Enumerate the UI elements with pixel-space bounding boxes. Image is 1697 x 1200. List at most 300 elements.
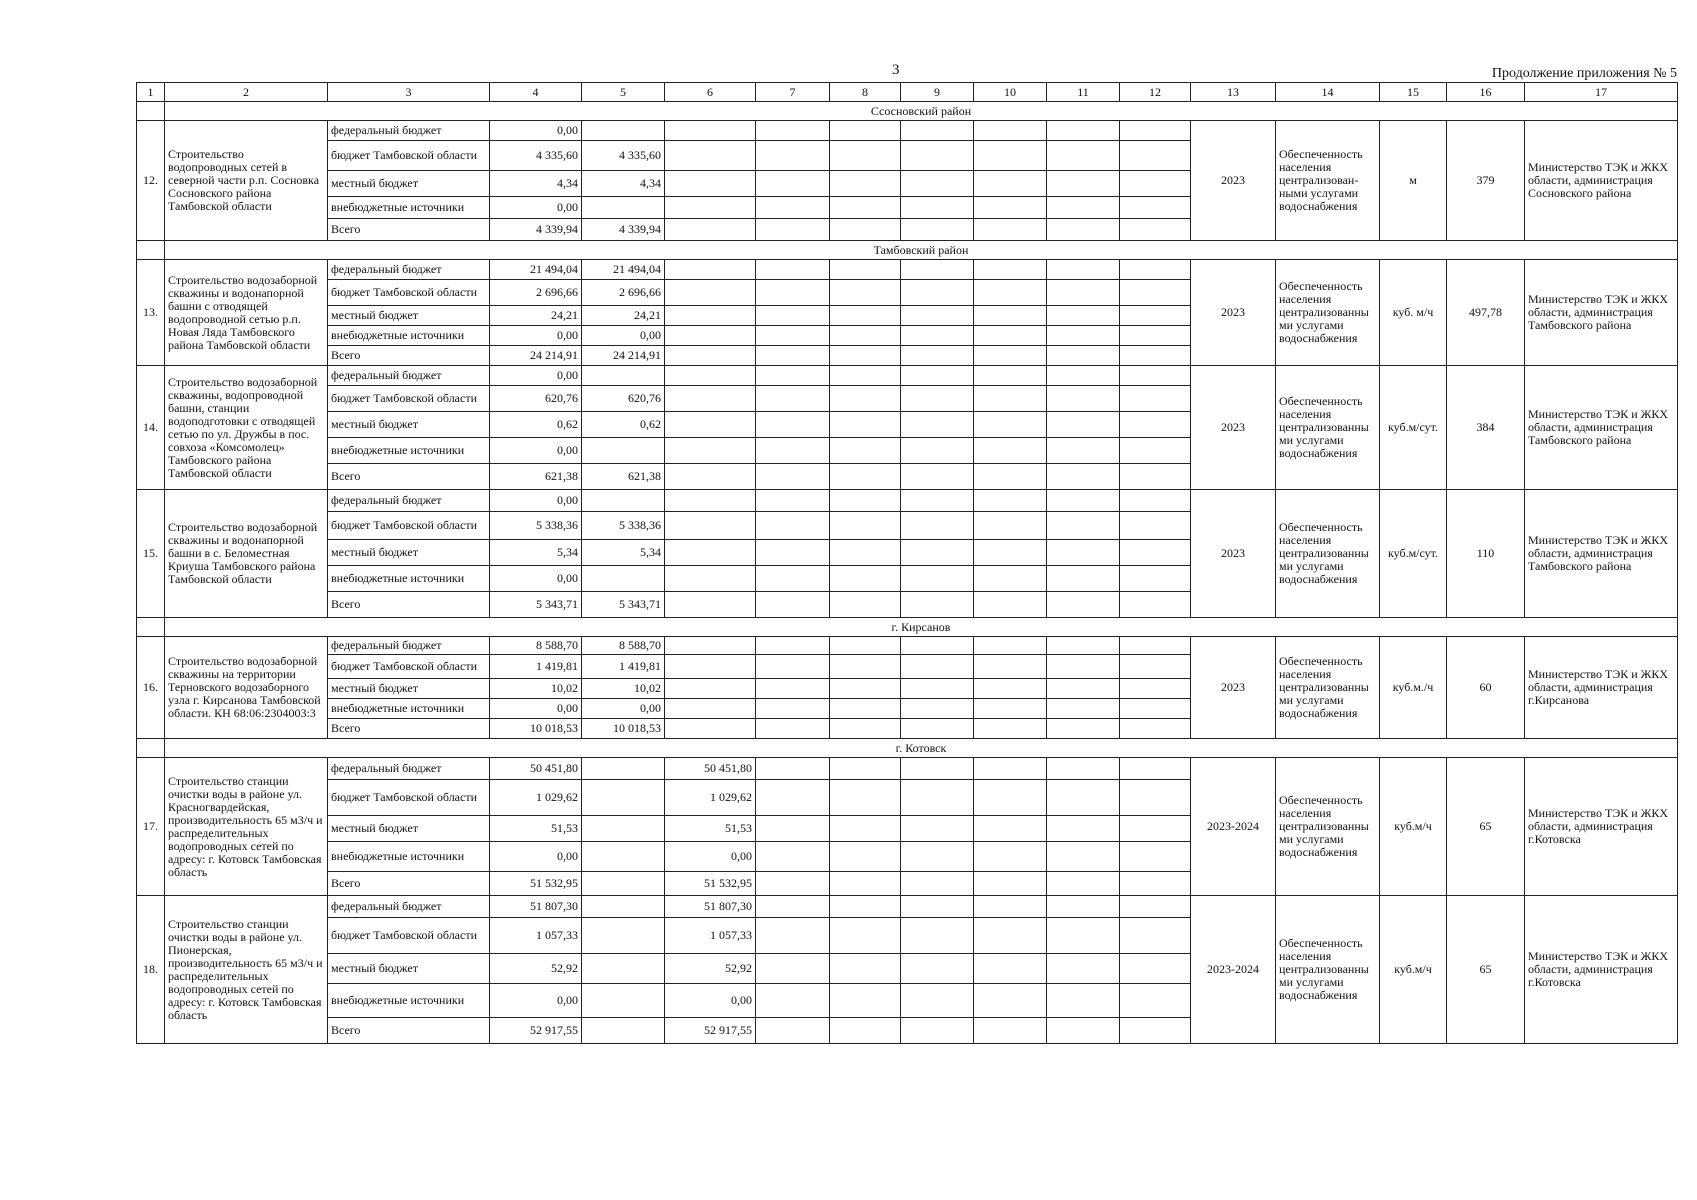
empty-cell (1047, 346, 1120, 366)
funding-source: местный бюджет (328, 954, 490, 984)
responsible: Министерство ТЭК и ЖКХ области, администрация Тамбовского района (1525, 366, 1678, 490)
amount-2023: 5,34 (582, 540, 665, 566)
empty-cell (1120, 896, 1191, 918)
amount-2024 (665, 412, 756, 438)
amount-2024: 52,92 (665, 954, 756, 984)
empty-cell (901, 872, 974, 896)
empty-cell (1120, 699, 1191, 719)
empty-cell (974, 306, 1047, 326)
empty-cell (901, 758, 974, 780)
amount-total: 0,00 (490, 842, 582, 872)
amount-total: 0,00 (490, 566, 582, 592)
amount-total: 51 807,30 (490, 896, 582, 918)
funding-source: бюджет Тамбовской области (328, 386, 490, 412)
empty-cell (1120, 679, 1191, 699)
funding-source: федеральный бюджет (328, 490, 490, 512)
empty-cell (830, 842, 901, 872)
empty-cell (1047, 758, 1120, 780)
empty-cell (901, 512, 974, 540)
empty-cell (1047, 326, 1120, 346)
empty-cell (830, 1018, 901, 1044)
empty-cell (901, 1018, 974, 1044)
empty-cell (756, 219, 830, 241)
funding-source: бюджет Тамбовской области (328, 918, 490, 954)
funding-source: бюджет Тамбовской области (328, 141, 490, 171)
amount-2023 (582, 984, 665, 1018)
amount-total: 0,62 (490, 412, 582, 438)
amount-total: 2 696,66 (490, 280, 582, 306)
empty-cell (756, 326, 830, 346)
funding-source: Всего (328, 464, 490, 490)
empty-cell (1047, 984, 1120, 1018)
empty-cell (830, 219, 901, 241)
amount-2023 (582, 918, 665, 954)
indicator: Обеспеченность населения централизованны ми услугами водоснабжения (1276, 637, 1380, 739)
investment-table (136, 82, 1678, 1044)
amount-2023: 1 419,81 (582, 655, 665, 679)
amount-2023 (582, 780, 665, 816)
table-row (137, 758, 1678, 780)
empty-cell (901, 637, 974, 655)
empty-cell (901, 566, 974, 592)
empty-cell (830, 655, 901, 679)
empty-cell (756, 464, 830, 490)
empty-cell (1120, 637, 1191, 655)
funding-source: местный бюджет (328, 171, 490, 197)
empty-cell (974, 171, 1047, 197)
amount-2024 (665, 637, 756, 655)
amount-2024 (665, 197, 756, 219)
amount-2024: 51 807,30 (665, 896, 756, 918)
project-number: 16. (137, 637, 165, 739)
empty-cell (1047, 490, 1120, 512)
empty-cell (1120, 464, 1191, 490)
empty-cell (1120, 490, 1191, 512)
amount-2023 (582, 490, 665, 512)
empty-cell (901, 918, 974, 954)
empty-cell (1047, 438, 1120, 464)
empty-cell (901, 954, 974, 984)
amount-total: 5 338,36 (490, 512, 582, 540)
responsible: Министерство ТЭК и ЖКХ области, администрация г.Котовска (1525, 758, 1678, 896)
empty-cell (1047, 464, 1120, 490)
amount-total: 1 029,62 (490, 780, 582, 816)
amount-2024 (665, 438, 756, 464)
amount-total: 24,21 (490, 306, 582, 326)
empty-cell (974, 464, 1047, 490)
funding-source: Всего (328, 219, 490, 241)
district-blank-cell (137, 618, 165, 637)
empty-cell (1120, 918, 1191, 954)
empty-cell (901, 438, 974, 464)
table-body (137, 102, 1678, 1044)
empty-cell (974, 679, 1047, 699)
empty-cell (830, 412, 901, 438)
district-name: Тамбовский район (165, 241, 1678, 260)
amount-2023: 0,00 (582, 326, 665, 346)
amount-2024 (665, 490, 756, 512)
empty-cell (974, 346, 1047, 366)
empty-cell (901, 679, 974, 699)
amount-2024 (665, 540, 756, 566)
funding-source: внебюджетные источники (328, 566, 490, 592)
empty-cell (974, 260, 1047, 280)
empty-cell (1047, 842, 1120, 872)
amount-total: 0,00 (490, 326, 582, 346)
empty-cell (756, 540, 830, 566)
empty-cell (901, 780, 974, 816)
empty-cell (1047, 412, 1120, 438)
amount-total: 5,34 (490, 540, 582, 566)
project-number: 12. (137, 121, 165, 241)
amount-2023: 21 494,04 (582, 260, 665, 280)
amount-2024 (665, 512, 756, 540)
amount-total: 0,00 (490, 490, 582, 512)
empty-cell (830, 121, 901, 141)
empty-cell (1120, 816, 1191, 842)
responsible: Министерство ТЭК и ЖКХ области, администрация Тамбовского района (1525, 490, 1678, 618)
empty-cell (830, 872, 901, 896)
empty-cell (1047, 719, 1120, 739)
project-number: 17. (137, 758, 165, 896)
empty-cell (901, 306, 974, 326)
funding-source: бюджет Тамбовской области (328, 780, 490, 816)
empty-cell (1120, 412, 1191, 438)
empty-cell (756, 758, 830, 780)
amount-total: 0,00 (490, 121, 582, 141)
district-name: Ссосновский район (165, 102, 1678, 121)
empty-cell (1047, 780, 1120, 816)
amount-2023 (582, 842, 665, 872)
empty-cell (1047, 141, 1120, 171)
amount-total: 10 018,53 (490, 719, 582, 739)
empty-cell (1047, 197, 1120, 219)
district-blank-cell (137, 241, 165, 260)
project-name: Строительство станции очистки воды в районе ул. Пионерская, производительность 65 м3/ч и распределительных водопроводных сетей по адресу: г. Котовск Тамбовская область (165, 896, 328, 1044)
empty-cell (974, 918, 1047, 954)
empty-cell (974, 540, 1047, 566)
indicator: Обеспеченность населения централизованны ми услугами водоснабжения (1276, 490, 1380, 618)
column-header: 15 (1380, 83, 1447, 102)
indicator-value: 497,78 (1447, 260, 1525, 366)
amount-2023: 24,21 (582, 306, 665, 326)
amount-2023: 8 588,70 (582, 637, 665, 655)
amount-total: 0,00 (490, 366, 582, 386)
indicator-value: 65 (1447, 758, 1525, 896)
empty-cell (756, 1018, 830, 1044)
amount-2023 (582, 366, 665, 386)
district-row (137, 102, 1678, 121)
empty-cell (756, 637, 830, 655)
empty-cell (756, 346, 830, 366)
empty-cell (830, 566, 901, 592)
amount-2024 (665, 366, 756, 386)
empty-cell (974, 366, 1047, 386)
empty-cell (830, 954, 901, 984)
amount-2023 (582, 872, 665, 896)
funding-source: федеральный бюджет (328, 366, 490, 386)
funding-source: внебюджетные источники (328, 326, 490, 346)
amount-total: 50 451,80 (490, 758, 582, 780)
empty-cell (756, 141, 830, 171)
empty-cell (1047, 1018, 1120, 1044)
amount-total: 1 057,33 (490, 918, 582, 954)
empty-cell (830, 816, 901, 842)
amount-2024 (665, 679, 756, 699)
amount-2024 (665, 566, 756, 592)
empty-cell (974, 842, 1047, 872)
empty-cell (1120, 512, 1191, 540)
empty-cell (1120, 197, 1191, 219)
empty-cell (974, 386, 1047, 412)
empty-cell (974, 637, 1047, 655)
empty-cell (1120, 566, 1191, 592)
empty-cell (974, 412, 1047, 438)
responsible: Министерство ТЭК и ЖКХ области, администрация г.Кирсанова (1525, 637, 1678, 739)
empty-cell (1120, 1018, 1191, 1044)
amount-2024: 1 057,33 (665, 918, 756, 954)
amount-total: 52 917,55 (490, 1018, 582, 1044)
empty-cell (830, 346, 901, 366)
empty-cell (974, 872, 1047, 896)
table-row (137, 637, 1678, 655)
column-header: 8 (830, 83, 901, 102)
empty-cell (974, 121, 1047, 141)
empty-cell (1047, 171, 1120, 197)
project-number: 18. (137, 896, 165, 1044)
unit: куб.м/сут. (1380, 366, 1447, 490)
empty-cell (830, 699, 901, 719)
project-number: 13. (137, 260, 165, 366)
empty-cell (974, 1018, 1047, 1044)
empty-cell (830, 896, 901, 918)
district-blank-cell (137, 102, 165, 121)
district-name: г. Котовск (165, 739, 1678, 758)
amount-total: 52,92 (490, 954, 582, 984)
responsible: Министерство ТЭК и ЖКХ области, администрация Тамбовского района (1525, 260, 1678, 366)
table-row (137, 896, 1678, 918)
empty-cell (756, 592, 830, 618)
amount-total: 8 588,70 (490, 637, 582, 655)
continuation-label: Продолжение приложения № 5 (1491, 66, 1677, 81)
empty-cell (756, 896, 830, 918)
empty-cell (901, 386, 974, 412)
amount-2023 (582, 758, 665, 780)
empty-cell (830, 490, 901, 512)
amount-2024 (665, 719, 756, 739)
empty-cell (1047, 918, 1120, 954)
empty-cell (756, 171, 830, 197)
empty-cell (974, 197, 1047, 219)
empty-cell (830, 984, 901, 1018)
project-name: Строительство водозаборной скважины на территории Терновского водозаборного узла г. Кирсанова Тамбовской области. КН 68:06:2304003:3 (165, 637, 328, 739)
amount-2023: 10 018,53 (582, 719, 665, 739)
project-number: 15. (137, 490, 165, 618)
amount-2024 (665, 655, 756, 679)
empty-cell (1047, 816, 1120, 842)
district-name: г. Кирсанов (165, 618, 1678, 637)
amount-total: 0,00 (490, 438, 582, 464)
amount-2024 (665, 464, 756, 490)
empty-cell (901, 366, 974, 386)
empty-cell (756, 280, 830, 306)
amount-2023 (582, 566, 665, 592)
indicator-value: 110 (1447, 490, 1525, 618)
empty-cell (901, 540, 974, 566)
funding-source: федеральный бюджет (328, 637, 490, 655)
empty-cell (901, 896, 974, 918)
amount-2024 (665, 121, 756, 141)
column-header: 5 (582, 83, 665, 102)
amount-2023 (582, 896, 665, 918)
empty-cell (901, 816, 974, 842)
empty-cell (830, 260, 901, 280)
empty-cell (901, 171, 974, 197)
empty-cell (901, 464, 974, 490)
table-row (137, 260, 1678, 280)
indicator: Обеспеченность населения централизованны ми услугами водоснабжения (1276, 260, 1380, 366)
amount-total: 4,34 (490, 171, 582, 197)
empty-cell (1120, 219, 1191, 241)
funding-source: внебюджетные источники (328, 984, 490, 1018)
amount-2024 (665, 386, 756, 412)
empty-cell (1047, 260, 1120, 280)
funding-source: местный бюджет (328, 540, 490, 566)
implementation-year: 2023-2024 (1191, 896, 1276, 1044)
column-header: 12 (1120, 83, 1191, 102)
empty-cell (974, 490, 1047, 512)
empty-cell (1047, 540, 1120, 566)
empty-cell (974, 326, 1047, 346)
empty-cell (1047, 872, 1120, 896)
empty-cell (1120, 954, 1191, 984)
column-header: 4 (490, 83, 582, 102)
amount-2023: 24 214,91 (582, 346, 665, 366)
table-row (137, 490, 1678, 512)
empty-cell (974, 780, 1047, 816)
funding-source: федеральный бюджет (328, 896, 490, 918)
indicator: Обеспеченность населения централизован-ными услугами водоснабжения (1276, 121, 1380, 241)
column-header: 7 (756, 83, 830, 102)
empty-cell (1047, 512, 1120, 540)
empty-cell (830, 512, 901, 540)
indicator-value: 384 (1447, 366, 1525, 490)
empty-cell (901, 141, 974, 171)
amount-total: 10,02 (490, 679, 582, 699)
empty-cell (830, 386, 901, 412)
implementation-year: 2023-2024 (1191, 758, 1276, 896)
project-name: Строительство водозаборной скважины, водопроводной башни, станции водоподготовки с отводящей сетью по ул. Дружбы в пос. совхоза «Комсомолец» Тамбовского района Тамбовской области (165, 366, 328, 490)
funding-source: местный бюджет (328, 816, 490, 842)
amount-2024 (665, 699, 756, 719)
table-row (137, 121, 1678, 141)
empty-cell (1120, 758, 1191, 780)
empty-cell (830, 679, 901, 699)
amount-total: 5 343,71 (490, 592, 582, 618)
funding-source: Всего (328, 1018, 490, 1044)
empty-cell (974, 512, 1047, 540)
column-header: 10 (974, 83, 1047, 102)
empty-cell (830, 306, 901, 326)
empty-cell (830, 280, 901, 306)
funding-source: бюджет Тамбовской области (328, 655, 490, 679)
empty-cell (830, 758, 901, 780)
page-number: 3 (892, 62, 900, 78)
implementation-year: 2023 (1191, 490, 1276, 618)
implementation-year: 2023 (1191, 260, 1276, 366)
empty-cell (756, 438, 830, 464)
empty-cell (756, 260, 830, 280)
unit: куб.м/сут. (1380, 490, 1447, 618)
empty-cell (974, 816, 1047, 842)
indicator: Обеспеченность населения централизованны ми услугами водоснабжения (1276, 366, 1380, 490)
empty-cell (1120, 655, 1191, 679)
amount-2023 (582, 197, 665, 219)
amount-2023: 2 696,66 (582, 280, 665, 306)
empty-cell (756, 366, 830, 386)
empty-cell (1047, 121, 1120, 141)
district-blank-cell (137, 739, 165, 758)
empty-cell (830, 918, 901, 954)
funding-source: Всего (328, 719, 490, 739)
amount-2023: 4 339,94 (582, 219, 665, 241)
empty-cell (901, 842, 974, 872)
empty-cell (1120, 540, 1191, 566)
empty-cell (974, 984, 1047, 1018)
empty-cell (1120, 141, 1191, 171)
empty-cell (1120, 260, 1191, 280)
empty-cell (901, 592, 974, 618)
empty-cell (1120, 438, 1191, 464)
empty-cell (1047, 366, 1120, 386)
amount-total: 51,53 (490, 816, 582, 842)
empty-cell (756, 197, 830, 219)
empty-cell (901, 490, 974, 512)
empty-cell (974, 280, 1047, 306)
empty-cell (974, 141, 1047, 171)
column-header: 13 (1191, 83, 1276, 102)
empty-cell (830, 637, 901, 655)
empty-cell (974, 592, 1047, 618)
empty-cell (901, 326, 974, 346)
column-header: 9 (901, 83, 974, 102)
empty-cell (1047, 637, 1120, 655)
amount-total: 620,76 (490, 386, 582, 412)
amount-2023 (582, 816, 665, 842)
amount-2024: 1 029,62 (665, 780, 756, 816)
empty-cell (974, 438, 1047, 464)
district-row (137, 618, 1678, 637)
empty-cell (974, 954, 1047, 984)
column-header: 14 (1276, 83, 1380, 102)
empty-cell (1120, 366, 1191, 386)
implementation-year: 2023 (1191, 366, 1276, 490)
amount-total: 21 494,04 (490, 260, 582, 280)
unit: куб.м/ч (1380, 896, 1447, 1044)
amount-total: 1 419,81 (490, 655, 582, 679)
district-row (137, 739, 1678, 758)
indicator-value: 60 (1447, 637, 1525, 739)
empty-cell (830, 540, 901, 566)
empty-cell (830, 366, 901, 386)
empty-cell (756, 842, 830, 872)
implementation-year: 2023 (1191, 121, 1276, 241)
empty-cell (1047, 592, 1120, 618)
empty-cell (756, 412, 830, 438)
empty-cell (974, 699, 1047, 719)
empty-cell (901, 655, 974, 679)
empty-cell (1120, 592, 1191, 618)
